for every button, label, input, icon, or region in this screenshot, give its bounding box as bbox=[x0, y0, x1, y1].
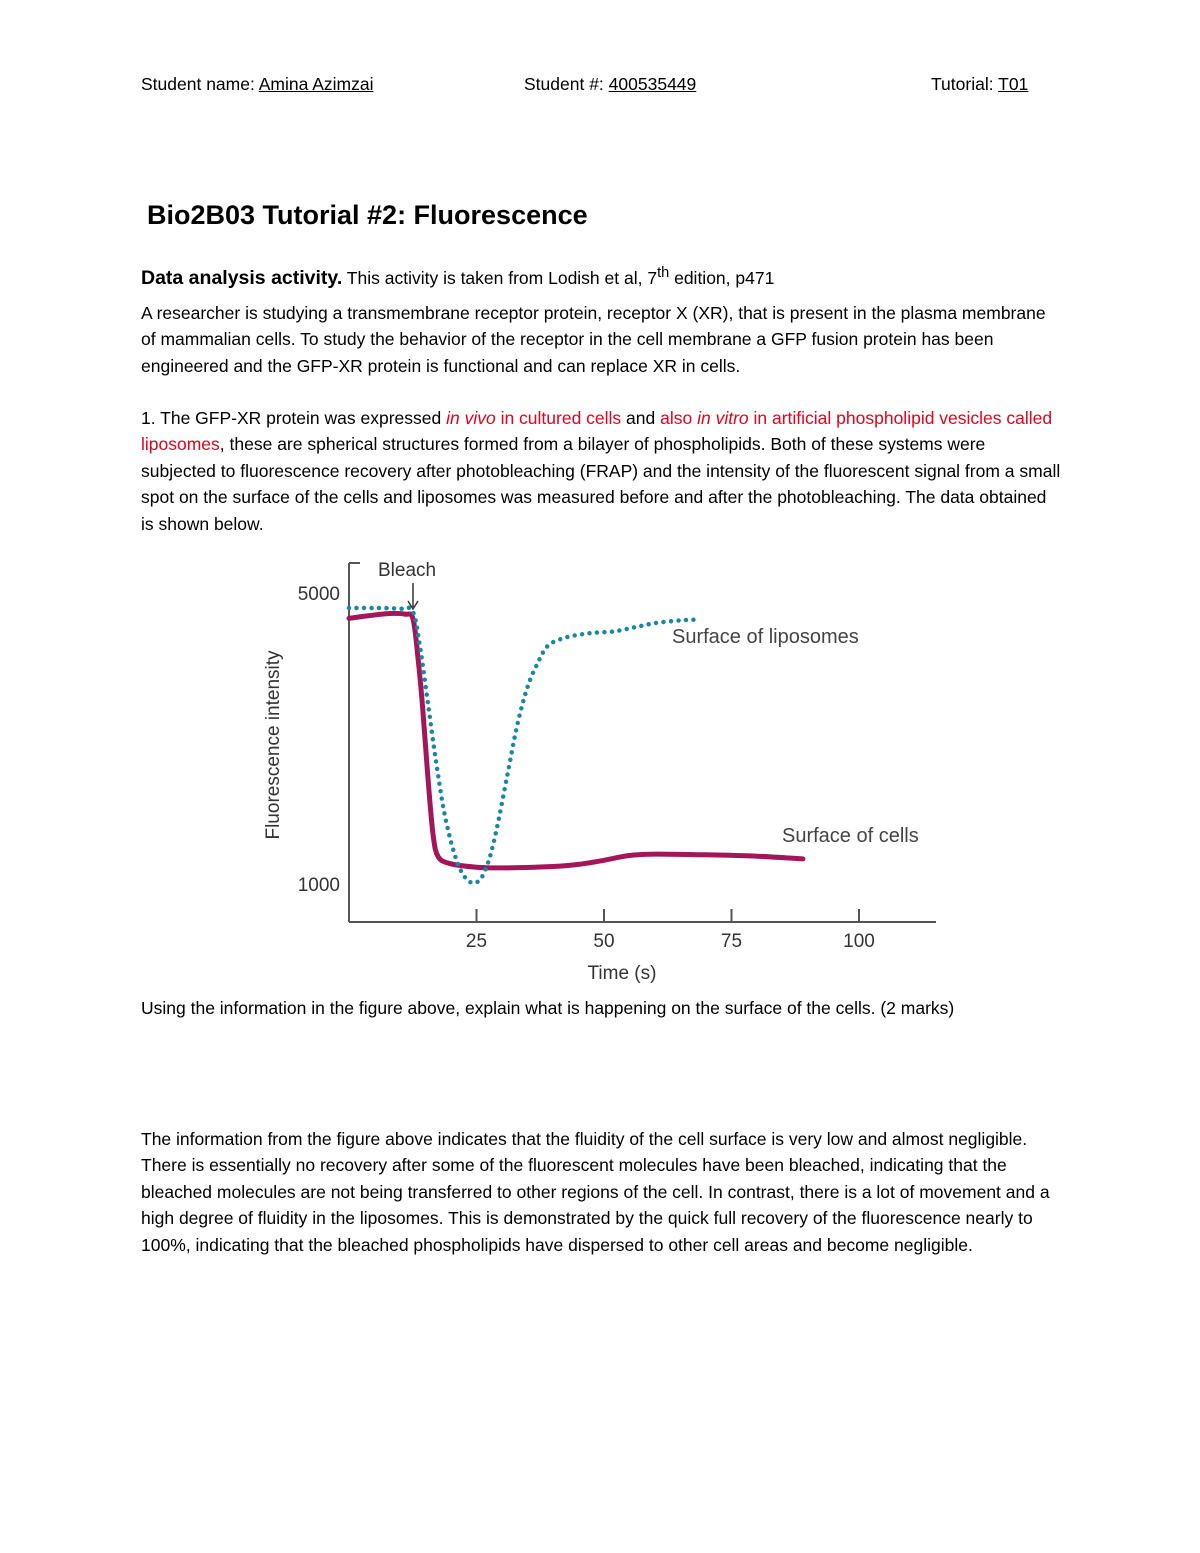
series-liposomes-line bbox=[349, 608, 696, 883]
page-title: Bio2B03 Tutorial #2: Fluorescence bbox=[147, 200, 588, 230]
x-tick-label: 50 bbox=[593, 931, 615, 952]
tutorial-value: T01 bbox=[998, 74, 1029, 94]
intro-text-end: edition, p471 bbox=[669, 267, 775, 288]
question-1 bbox=[141, 405, 1061, 537]
x-tick-label: 25 bbox=[465, 931, 488, 952]
q1-text-3: , these are spherical structures formed from a bilayer of phospholipids. Both of these systems were subjected to fluorescence recovery after photobleaching (FRAP) and the intensity of the fluorescent signal from a small spot on the surface of the cells and liposomes was measured before and after the photobleaching. The data obtained is shown below. bbox=[141, 434, 1061, 534]
series-cells-line bbox=[349, 613, 803, 868]
bleach-annotation: Bleach bbox=[378, 560, 437, 581]
q1-in-vivo-rest: in cultured cells bbox=[495, 408, 622, 428]
q1-in-vitro-pre: also bbox=[660, 408, 698, 428]
question-prompt: Using the information in the figure above, explain what is happening on the surface of the cells. (2 marks) bbox=[141, 998, 955, 1018]
label-liposomes: Surface of liposomes bbox=[672, 626, 859, 648]
tutorial-label: Tutorial: bbox=[931, 74, 994, 94]
bleach-arrow bbox=[408, 583, 418, 609]
label-cells: Surface of cells bbox=[782, 825, 919, 847]
student-number bbox=[524, 74, 696, 95]
student-name bbox=[141, 74, 374, 95]
chart-axes bbox=[349, 563, 936, 922]
tutorial bbox=[931, 74, 1028, 95]
y-axis-label: Fluorescence intensity bbox=[263, 650, 284, 840]
q1-in-vivo-italic: in vivo bbox=[446, 408, 496, 428]
q1-text-1: 1. The GFP-XR protein was expressed bbox=[141, 408, 447, 428]
x-tick-label: 75 bbox=[720, 931, 743, 952]
x-axis-label: Time (s) bbox=[587, 963, 657, 984]
student-number-value: 400535449 bbox=[608, 74, 697, 94]
intro-text: This activity is taken from Lodish et al, 7 bbox=[342, 267, 658, 288]
y-tick-label-1000: 1000 bbox=[297, 875, 340, 896]
student-name-value: Amina Azimzai bbox=[258, 74, 374, 94]
intro-lead: Data analysis activity. bbox=[141, 266, 343, 289]
student-name-label: Student name: bbox=[141, 74, 255, 94]
q1-in-vitro-rest: in artificial phospholipid vesicles called liposomes bbox=[141, 408, 1053, 455]
x-ticks bbox=[466, 909, 875, 952]
x-tick-label: 100 bbox=[843, 931, 875, 952]
q1-in-vivo bbox=[446, 408, 621, 428]
q1-in-vitro-italic: in vitro bbox=[697, 408, 749, 428]
q1-text-2: and bbox=[621, 408, 661, 428]
description-paragraph: A researcher is studying a transmembrane receptor protein, receptor X (XR), that is present in the plasma membrane of mammalian cells. To study the behavior of the receptor in the cell membrane a GFP fusion protein has been engineered and the GFP-XR protein is functional and can replace XR in cells. bbox=[141, 303, 1046, 376]
intro-sup: th bbox=[657, 265, 670, 281]
answer-paragraph: The information from the figure above indicates that the fluidity of the cell surface is very low and almost negligible. There is essentially no recovery after some of the fluorescent molecules have been bleached, indicating that the bleached molecules are not being transferred to other regions of the cell. In contrast, there is a lot of movement and a high degree of fluidity in the liposomes. This is demonstrated by the quick full recovery of the fluorescence nearly to 100%, indicating that the bleached phospholipids have dispersed to other cell areas and become negligible. bbox=[141, 1129, 1050, 1255]
y-tick-label-5000: 5000 bbox=[297, 584, 340, 605]
intro-line bbox=[141, 260, 1061, 291]
student-number-label: Student #: bbox=[524, 74, 604, 94]
frap-chart bbox=[250, 555, 950, 985]
